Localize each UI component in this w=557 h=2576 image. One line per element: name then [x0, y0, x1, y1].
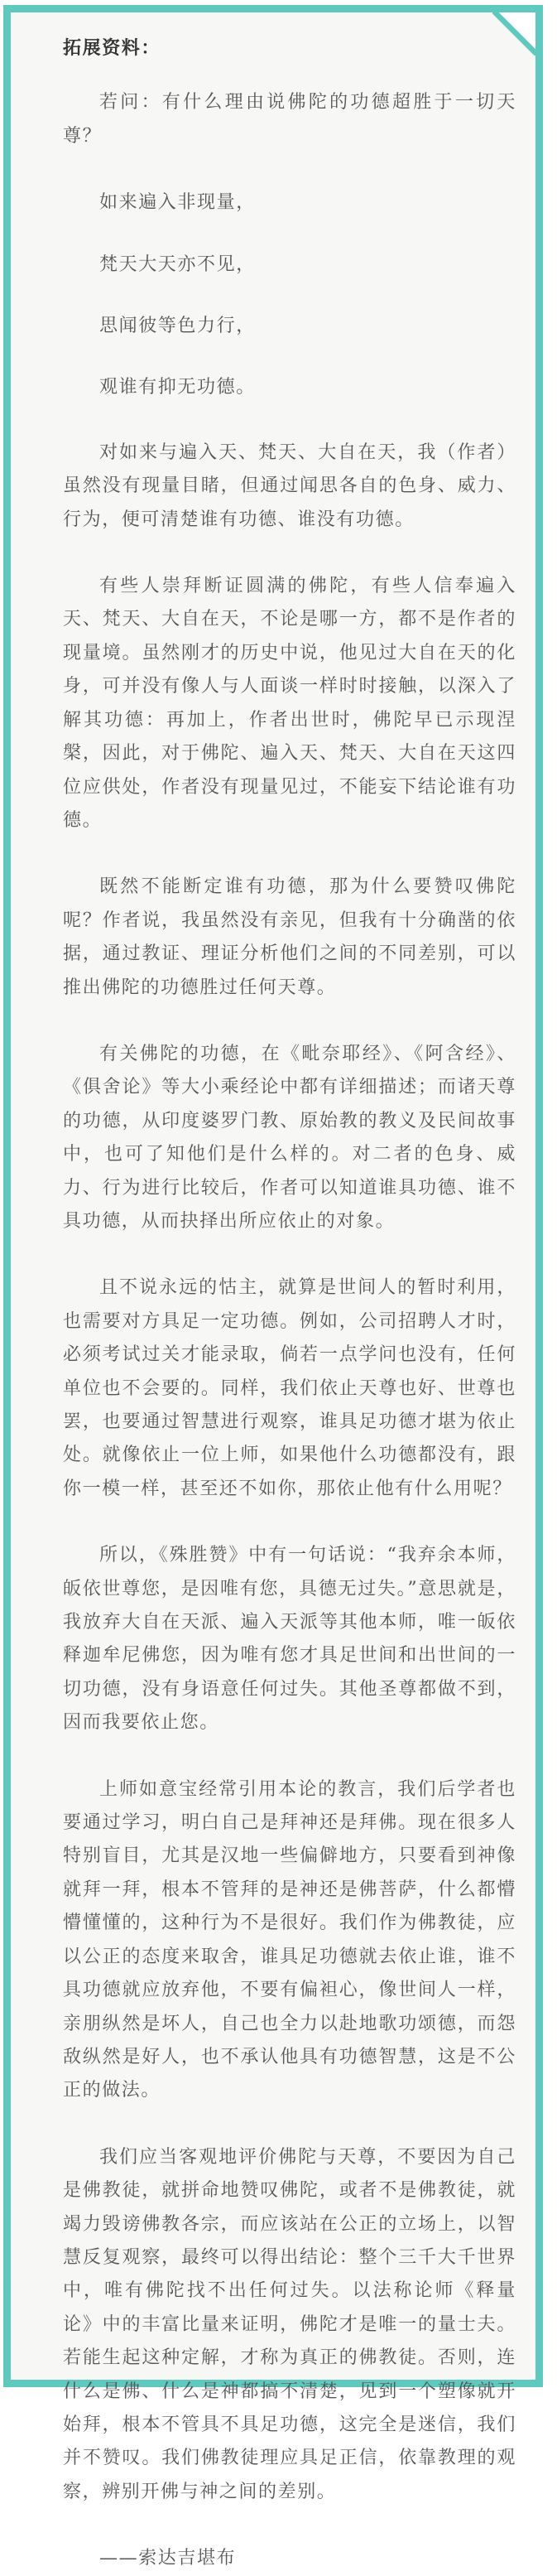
author-signature: ——索达吉堪布: [99, 2548, 237, 2569]
body-paragraph: 上师如意宝经常引用本论的教言，我们后学者也要通过学习，明白自己是拜神还是拜佛。现在很多人特别盲目，尤其是汉地一些偏僻地方，只要看到神像就拜一拜，根本不管拜的是神还是佛菩萨，什么都懵懵懂懂的，这种行为不是很好。我们作为佛教徒，应以公正的态度来取舍，谁具足功德就去依止谁，谁不具功德就应放弃他，不要有偏袒心，像世间人一样，亲朋纵然是坏人，自己也全力以赴地歌功颂德，而怨敌纵然是好人，也不承认他具有功德智慧，这是不公正的做法。: [63, 1778, 516, 2101]
question-paragraph: 若问：有什么理由说佛陀的功德超胜于一切天尊？: [63, 92, 516, 147]
body-paragraph: 所以，《殊胜赞》中有一句话说：“我弃余本师，皈依世尊您，是因唯有您，具德无过失。”意思就是，我放弃大自在天派、遍入天派等其他本师，唯一皈依释迦牟尼佛您，因为唯有您才具足世间和出世间的一切功德，没有身语意任何过失。其他圣尊都做不到，因而我要依止您。: [63, 1545, 516, 1734]
body-paragraph: 有些人崇拜断证圆满的佛陀，有些人信奉遍入天、梵天、大自在天，不论是哪一方，都不是作者的现量境。虽然刚才的历史中说，他见过大自在天的化身，可并没有像人与人面谈一样时时接触，以深入了解其功德：再加上，作者出世时，佛陀早已示现涅槃，因此，对于佛陀、遍入天、梵天、大自在天这四位应供处，作者没有现量见过，不能妄下结论谁有功德。: [63, 576, 516, 831]
verse-line-2: 梵天大天亦不见，: [99, 253, 256, 275]
verse-line-3: 思闻彼等色力行，: [99, 316, 256, 337]
body-paragraph: 我们应当客观地评价佛陀与天尊，不要因为自己是佛教徒，就拼命地赞叹佛陀，或者不是佛教徒，就竭力毁谤佛教各宗，而应该站在公正的立场上，以智慧反复观察，最终可以得出结论：整个三千大千世界中，唯有佛陀找不出任何过失。以法称论师《释量论》中的丰富比量来证明，佛陀才是唯一的量士夫。若能生起这种定解，才称为真正的佛教徒。否则，连什么是佛、什么是神都搞不清楚，见到一个塑像就开始拜，根本不管具不具足功德，这完全是迷信，我们并不赞叹。我们佛教徒理应具足正信，依靠教理的观察，辨别开佛与神之间的差别。: [63, 2146, 516, 2502]
body-paragraph: 对如来与遍入天、梵天、大自在天，我（作者）虽然没有现量目睹，但通过闻思各自的色身、威力、行为，便可清楚谁有功德、谁没有功德。: [63, 441, 516, 530]
verse-line-1: 如来遍入非现量，: [99, 192, 256, 214]
verse-line-4: 观谁有抑无功德。: [99, 377, 256, 398]
section-heading: 拓展资料：: [63, 37, 161, 59]
body-paragraph: 有关佛陀的功德，在《毗奈耶经》、《阿含经》、《俱舍论》等大小乘经论中都有详细描述；而诸天尊的功德，从印度婆罗门教、原始教的教义及民间故事中，也可了知他们是什么样的。对二者的色身、威力、行为进行比较后，作者可以知道谁具功德、谁不具功德，从而抉择出所应依止的对象。: [63, 1043, 516, 1232]
body-paragraph: 且不说永远的怙主，就算是世间人的暂时利用，也需要对方具足一定功德。例如，公司招聘人才时，必须考试过关才能录取，倘若一点学问也没有，任何单位也不会要的。同样，我们依止天尊也好、世尊也罢，也要通过智慧进行观察，谁具足功德才堪为依止处。就像依止一位上师，如果他什么功德都没有，跟你一模一样，甚至还不如你，那依止他有什么用呢？: [63, 1277, 516, 1499]
article-body: [63, 31, 516, 2576]
body-paragraph: 既然不能断定谁有功德，那为什么要赞叹佛陀呢？作者说，我虽然没有亲见，但我有十分确凿的依据，通过教证、理证分析他们之间的不同差别，可以推出佛陀的功德胜过任何天尊。: [63, 876, 516, 998]
